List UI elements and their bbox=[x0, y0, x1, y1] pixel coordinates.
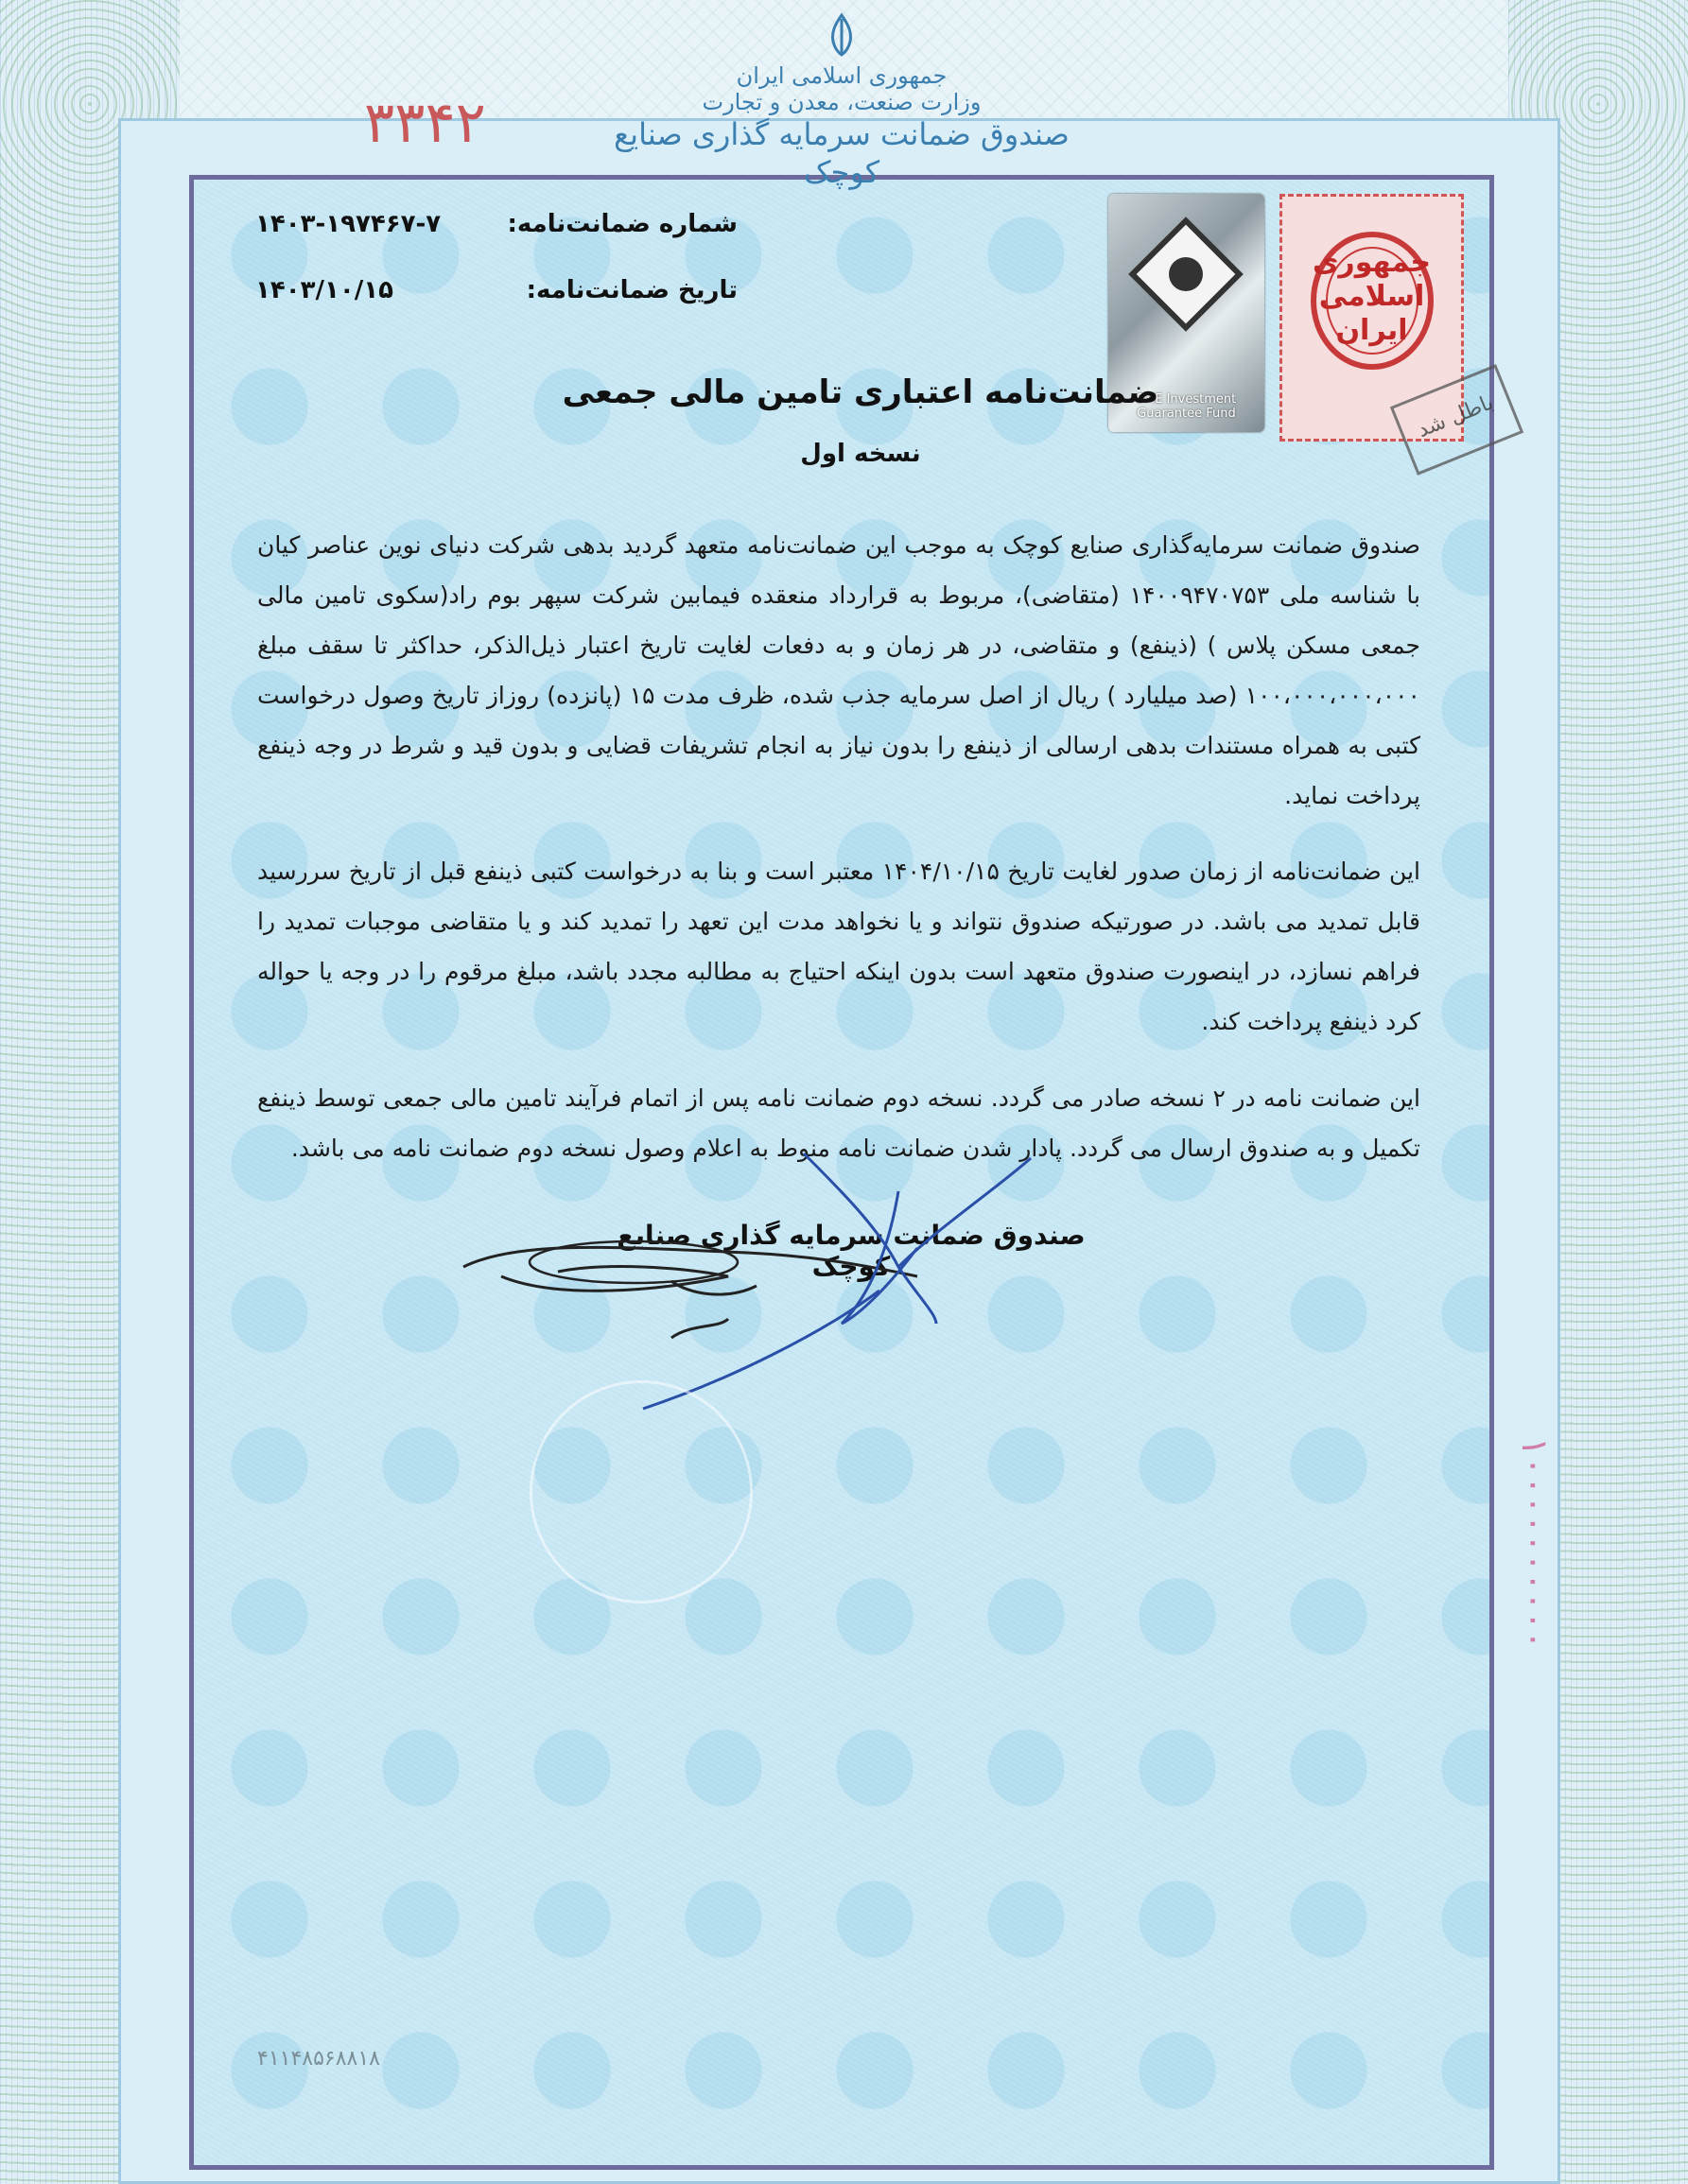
embossed-seal bbox=[530, 1380, 753, 1603]
serial-number-red: ۳۳۴۲ bbox=[364, 90, 486, 156]
header-ministry: وزارت صنعت، معدن و تجارت bbox=[702, 89, 982, 115]
guarantee-date-value: ۱۴۰۳/۱۰/۱۵ bbox=[255, 276, 393, 304]
emblem-icon bbox=[818, 11, 865, 59]
guarantee-date-row bbox=[255, 276, 738, 314]
paper-serial-number: ۴۱۱۴۸۵۶۸۸۱۸ bbox=[257, 2047, 380, 2071]
header-country: جمهوری اسلامی ایران bbox=[736, 62, 948, 89]
guarantee-number-value: ۱۴۰۳-۱۹۷۴۶۷-۷ bbox=[255, 210, 442, 238]
document-header bbox=[577, 11, 1106, 190]
document-subtitle: نسخه اول bbox=[800, 440, 921, 468]
paragraph-obligation: صندوق ضمانت سرمایه‌گذاری صنایع کوچک به موجب این ضمانت‌نامه متعهد گردید بدهی شرکت دنیای نوین عناصر کیان با شناسه ملی ۱۴۰۰۹۴۷۰۷۵۳ (متقاضی)، مربوط به قرارداد منعقده فیمابین شرکت سپهر بوم راد(سکوی تامین مالی جمعی مسکن پلاس ) (ذینفع) و متقاضی، در هر زمان و به دفعات لغایت تاریخ اعتبار ذیل‌الذکر، حداکثر تا سقف مبلغ ۱۰۰،۰۰۰،۰۰۰،۰۰۰ (صد میلیارد ) ریال از اصل سرمایه جذب شده، ظرف مدت ۱۵ (پانزده) روزاز تاریخ وصول درخواست کتبی به همراه مستندات بدهی ارسالی از ذینفع را بدون نیاز به انجام تشریفات قضایی و بدون قید و شرط در وجه ذینفع پرداخت نماید. bbox=[257, 531, 1420, 809]
document-title: ضمانت‌نامه اعتباری تامین مالی جمعی bbox=[562, 373, 1159, 411]
hologram-text: SME Investment Guarantee Fund bbox=[1136, 392, 1237, 421]
paragraph-validity: این ضمانت‌نامه از زمان صدور لغایت تاریخ ۱۴۰۴/۱۰/۱۵ معتبر است و بنا به درخواست کتبی ذینفع قبل از تاریخ سررسید قابل تمدید می باشد. در صورتیکه صندوق نتواند و یا نخواهد مدت این تعهد را تمدید کند و یا متقاضی موجبات تمدید را فراهم نسازد، در اینصورت صندوق متعهد است بدون اینکه احتیاج به مطالبه مجدد باشد، مبلغ مرقوم را در وجه یا حواله کرد ذینفع پرداخت کند. bbox=[257, 858, 1420, 1035]
hologram-diamond-icon bbox=[1124, 213, 1247, 336]
paragraph-copies: این ضمانت نامه در ۲ نسخه صادر می گردد. نسخه دوم ضمانت نامه پس از اتمام فرآیند تامین مالی جمعی توسط ذینفع تکمیل و به صندوق ارسال می گردد. پادار شدن ضمانت نامه منوط به اعلام وصول نسخه دوم ضمانت نامه می باشد. bbox=[257, 1084, 1421, 1162]
cancellation-stamp-text: باطل شد bbox=[1414, 390, 1497, 443]
guarantee-number-label: شماره ضمانت‌نامه: bbox=[507, 210, 738, 238]
side-red-number-stamp: ۱۰۰۰۰۰۰۰۰۰۰ bbox=[1514, 1437, 1556, 1650]
header-fund: صندوق ضمانت سرمایه گذاری صنایع کوچک bbox=[614, 116, 1070, 190]
stamp-text: جمهوری اسلامی ایران bbox=[1312, 246, 1432, 347]
signatory-organization: صندوق ضمانت سرمایه گذاری صنایع کوچک bbox=[617, 1220, 1086, 1282]
guarantee-date-label: تاریخ ضمانت‌نامه: bbox=[526, 276, 738, 304]
guarantee-number-row bbox=[255, 210, 738, 248]
handwritten-signature bbox=[444, 1135, 1125, 1418]
